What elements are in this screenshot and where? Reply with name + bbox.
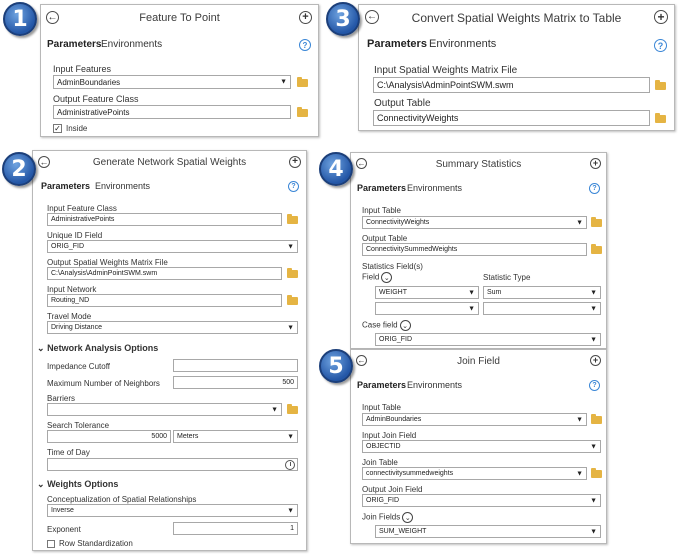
folder-icon[interactable] — [655, 82, 666, 90]
search-tolerance-input[interactable]: 5000 — [47, 430, 171, 443]
row-standardization-label: Row Standardization — [59, 539, 133, 548]
input-join-field-select[interactable]: OBJECTID ▼ — [362, 440, 601, 453]
input-swm-input[interactable]: C:\Analysis\AdminPointSWM.swm — [373, 77, 650, 93]
generate-network-spatial-weights-panel — [32, 150, 307, 551]
unique-id-field-label: Unique ID Field — [47, 231, 103, 240]
clock-icon[interactable] — [285, 460, 295, 470]
network-analysis-options-section[interactable]: ⌄ Network Analysis Options — [37, 343, 159, 353]
chevron-down-icon[interactable]: ⌄ — [402, 512, 413, 523]
back-arrow-icon[interactable]: ← — [357, 355, 366, 365]
dropdown-arrow-icon: ▼ — [590, 443, 597, 450]
folder-icon[interactable] — [287, 297, 298, 305]
dropdown-arrow-icon: ▼ — [287, 243, 294, 250]
dropdown-arrow-icon: ▼ — [468, 289, 475, 296]
case-field-select[interactable]: ORIG_FID ▼ — [375, 333, 601, 346]
exponent-input[interactable]: 1 — [173, 522, 298, 535]
travel-mode-label: Travel Mode — [47, 312, 92, 321]
input-swm-label: Input Spatial Weights Matrix File — [374, 65, 518, 76]
folder-icon[interactable] — [287, 270, 298, 278]
panel-title: Feature To Point — [139, 12, 220, 24]
statistic-type-column-header: Statistic Type — [483, 273, 531, 282]
stat-type-select-1[interactable]: Sum ▼ — [483, 286, 601, 299]
input-join-field-label: Input Join Field — [362, 431, 417, 440]
stat-field-select-2[interactable] — [375, 302, 479, 315]
dropdown-arrow-icon: ▼ — [590, 305, 597, 312]
barriers-select[interactable] — [47, 403, 282, 416]
join-table-label: Join Table — [362, 458, 398, 467]
tab-parameters[interactable]: Parameters — [357, 183, 407, 193]
folder-icon[interactable] — [297, 109, 308, 117]
dropdown-arrow-icon: ▼ — [468, 305, 475, 312]
back-arrow-icon[interactable]: ← — [39, 156, 49, 167]
output-table-label: Output Table — [362, 234, 408, 243]
convert-swm-to-table-panel — [358, 4, 675, 131]
chevron-down-icon[interactable]: ⌄ — [381, 272, 392, 283]
folder-icon[interactable] — [591, 416, 602, 424]
add-icon[interactable]: + — [654, 10, 668, 24]
folder-icon[interactable] — [591, 219, 602, 227]
summary-statistics-panel — [350, 152, 607, 349]
panel-title: Generate Network Spatial Weights — [92, 157, 247, 168]
back-arrow-icon[interactable]: ← — [47, 11, 58, 23]
output-feature-class-input[interactable]: AdministrativePoints — [53, 105, 291, 119]
input-network-input[interactable]: Routing_ND — [47, 294, 282, 307]
inside-label: Inside — [66, 124, 88, 133]
tab-environments[interactable]: Environments — [407, 380, 463, 390]
barriers-label: Barriers — [47, 394, 76, 403]
chevron-down-icon: ⌄ — [37, 343, 45, 353]
panel-title: Convert Spatial Weights Matrix to Table — [411, 11, 622, 25]
stat-field-select-1[interactable]: WEIGHT ▼ — [375, 286, 479, 299]
dropdown-arrow-icon: ▼ — [590, 528, 597, 535]
max-neighbors-input[interactable]: 500 — [173, 376, 298, 389]
conceptualization-label: Conceptualization of Spatial Relationships — [47, 495, 197, 504]
time-of-day-input[interactable] — [47, 458, 298, 471]
step-badge-1: 1 — [3, 2, 37, 36]
help-icon[interactable]: ? — [299, 39, 311, 51]
step-badge-4: 4 — [319, 152, 353, 186]
join-field-panel — [350, 349, 607, 544]
input-table-select[interactable]: ConnectivityWeights ▼ — [362, 216, 587, 229]
chevron-down-icon: ⌄ — [37, 479, 45, 489]
back-arrow-icon[interactable]: ← — [367, 11, 377, 22]
step-badge-2: 2 — [2, 152, 36, 186]
stat-type-select-2[interactable] — [483, 302, 601, 315]
input-feature-class-label: Input Feature Class — [47, 204, 117, 213]
dropdown-arrow-icon: ▼ — [576, 416, 583, 423]
inside-checkbox[interactable]: ✓ — [54, 124, 61, 133]
dropdown-arrow-icon: ▼ — [590, 289, 597, 296]
add-icon[interactable]: + — [299, 11, 312, 24]
feature-to-point-panel — [40, 4, 319, 137]
input-network-label: Input Network — [47, 285, 97, 294]
output-table-label: Output Table — [374, 98, 431, 109]
output-swm-input[interactable]: C:\Analysis\AdminPointSWM.swm — [47, 267, 282, 280]
unique-id-field-select[interactable]: ORIG_FID ▼ — [47, 240, 298, 253]
time-of-day-label: Time of Day — [47, 448, 90, 457]
output-feature-class-label: Output Feature Class — [53, 94, 139, 104]
join-fields-label: Join Fields ⌄ — [362, 512, 413, 523]
folder-icon[interactable] — [655, 115, 666, 123]
panel-title: Join Field — [457, 356, 500, 367]
help-icon[interactable]: ? — [589, 380, 600, 391]
add-icon[interactable]: + — [289, 156, 301, 168]
search-tolerance-label: Search Tolerance — [47, 421, 110, 430]
dropdown-arrow-icon: ▼ — [287, 507, 294, 514]
statistics-fields-label: Statistics Field(s) — [362, 262, 423, 271]
join-table-select[interactable]: connectivitysummedweights ▼ — [362, 467, 587, 480]
dropdown-arrow-icon: ▼ — [287, 324, 294, 331]
impedance-cutoff-label: Impedance Cutoff — [47, 362, 111, 371]
back-arrow-icon[interactable]: ← — [357, 158, 366, 168]
folder-icon[interactable] — [591, 470, 602, 478]
output-table-input[interactable]: ConnectivitySummedWeights — [362, 243, 587, 256]
dropdown-arrow-icon: ▼ — [280, 78, 287, 86]
max-neighbors-label: Maximum Number of Neighbors — [47, 379, 160, 388]
folder-icon[interactable] — [591, 246, 602, 254]
chevron-down-icon[interactable]: ⌄ — [400, 320, 411, 331]
add-icon[interactable]: + — [590, 158, 601, 169]
conceptualization-select[interactable]: Inverse ▼ — [47, 504, 298, 517]
tab-environments[interactable]: Environments — [101, 39, 163, 50]
input-table-label: Input Table — [362, 206, 401, 215]
input-features-label: Input Features — [53, 64, 112, 74]
help-icon[interactable]: ? — [288, 181, 299, 192]
weights-options-section[interactable]: ⌄ Weights Options — [37, 479, 119, 489]
tab-parameters[interactable]: Parameters — [367, 38, 427, 50]
row-standardization-checkbox[interactable] — [47, 540, 55, 548]
travel-mode-select[interactable]: Driving Distance ▼ — [47, 321, 298, 334]
dropdown-arrow-icon: ▼ — [287, 433, 294, 440]
dropdown-arrow-icon: ▼ — [590, 497, 597, 504]
tab-environments[interactable]: Environments — [407, 183, 463, 193]
folder-icon[interactable] — [287, 216, 298, 224]
tab-parameters[interactable]: Parameters — [41, 181, 91, 191]
folder-icon[interactable] — [297, 79, 308, 87]
output-table-input[interactable]: ConnectivityWeights — [373, 110, 650, 126]
tab-parameters[interactable]: Parameters — [47, 39, 102, 50]
dropdown-arrow-icon: ▼ — [576, 470, 583, 477]
exponent-label: Exponent — [47, 525, 81, 534]
help-icon[interactable]: ? — [589, 183, 600, 194]
input-feature-class-select[interactable]: AdministrativePoints — [47, 213, 282, 226]
impedance-cutoff-input[interactable] — [173, 359, 298, 372]
case-field-label: Case field ⌄ — [362, 320, 411, 331]
input-table-label: Input Table — [362, 403, 401, 412]
dropdown-arrow-icon: ▼ — [590, 336, 597, 343]
field-column-header: Field ⌄ — [362, 272, 392, 283]
output-join-field-select[interactable]: ORIG_FID ▼ — [362, 494, 601, 507]
join-fields-select[interactable]: SUM_WEIGHT ▼ — [375, 525, 601, 538]
output-join-field-label: Output Join Field — [362, 485, 423, 494]
input-features-select[interactable]: AdminBoundaries ▼ — [53, 75, 291, 89]
tab-environments[interactable]: Environments — [95, 181, 151, 191]
dropdown-arrow-icon: ▼ — [271, 406, 278, 413]
step-badge-3: 3 — [326, 2, 360, 36]
tab-parameters[interactable]: Parameters — [357, 380, 407, 390]
panel-title: Summary Statistics — [435, 159, 522, 170]
search-tolerance-unit-select[interactable]: Meters ▼ — [173, 430, 298, 443]
tab-environments[interactable]: Environments — [429, 38, 497, 50]
folder-icon[interactable] — [287, 406, 298, 414]
dropdown-arrow-icon: ▼ — [576, 219, 583, 226]
output-swm-label: Output Spatial Weights Matrix File — [47, 258, 168, 267]
add-icon[interactable]: + — [590, 355, 601, 366]
help-icon[interactable]: ? — [654, 39, 667, 52]
input-table-select[interactable]: AdminBoundaries ▼ — [362, 413, 587, 426]
step-badge-5: 5 — [319, 349, 353, 383]
